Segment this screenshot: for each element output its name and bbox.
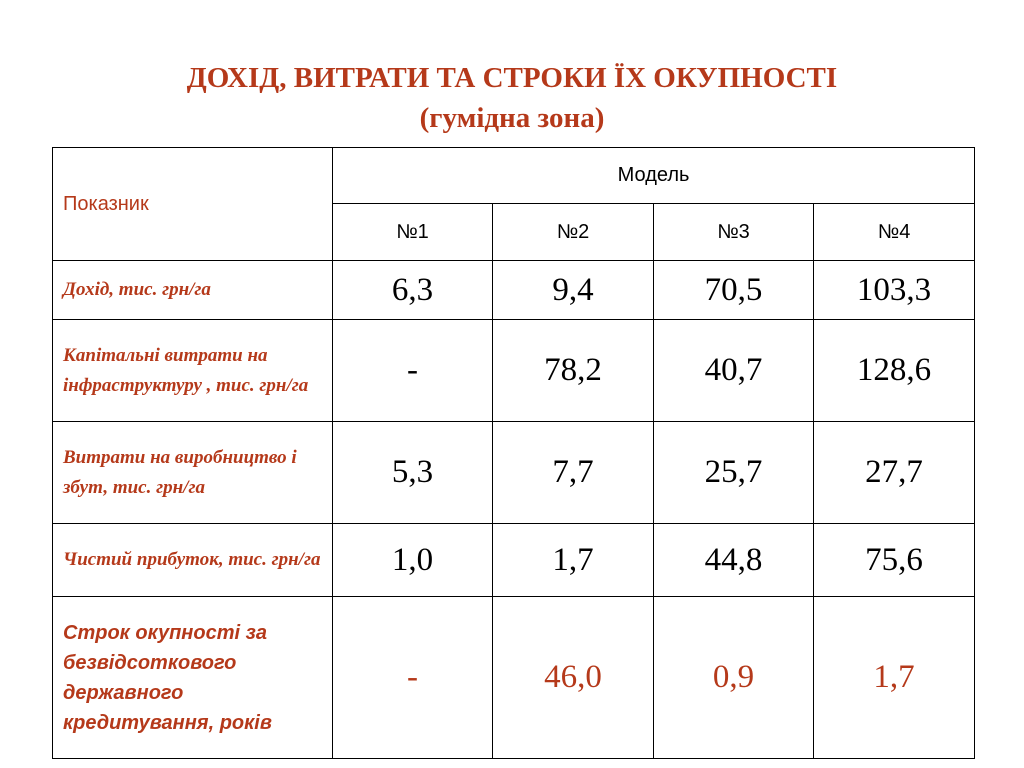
table-row (53, 422, 975, 524)
table-cell: 1,7 (493, 524, 654, 597)
row-label-payback-period: Строк окупності за безвідсоткового державного кредитування, років (53, 597, 333, 759)
table-cell: 78,2 (493, 320, 654, 422)
table-cell: 9,4 (493, 261, 654, 320)
table-cell: - (333, 597, 493, 759)
table-row (53, 261, 975, 320)
table-cell: 1,7 (814, 597, 975, 759)
table-cell: - (333, 320, 493, 422)
table-cell: 70,5 (654, 261, 814, 320)
row-label-production-costs: Витрати на виробництво і збут, тис. грн/га (53, 422, 333, 524)
indicator-header: Показник (53, 148, 333, 261)
table-cell: 27,7 (814, 422, 975, 524)
table-cell: 40,7 (654, 320, 814, 422)
model-2-header: №2 (493, 204, 654, 261)
model-4-header: №4 (814, 204, 975, 261)
table-header-row (53, 148, 975, 204)
table-cell: 0,9 (654, 597, 814, 759)
table-row (53, 597, 975, 759)
table-cell: 5,3 (333, 422, 493, 524)
table-cell: 6,3 (333, 261, 493, 320)
table-row (53, 320, 975, 422)
table-cell: 25,7 (654, 422, 814, 524)
table-cell: 7,7 (493, 422, 654, 524)
table-cell: 46,0 (493, 597, 654, 759)
table-cell: 75,6 (814, 524, 975, 597)
table-cell: 128,6 (814, 320, 975, 422)
model-3-header: №3 (654, 204, 814, 261)
table-cell: 1,0 (333, 524, 493, 597)
title-subtitle: (гумідна зона) (419, 102, 605, 134)
table-row (53, 524, 975, 597)
model-1-header: №1 (333, 204, 493, 261)
row-label-income: Дохід, тис. грн/га (53, 261, 333, 320)
title-line-1: ДОХІД, ВИТРАТИ ТА СТРОКИ ЇХ ОКУПНОСТІ (186, 62, 838, 94)
page-title (0, 58, 1024, 138)
data-table (52, 147, 975, 759)
row-label-net-profit: Чистий прибуток, тис. грн/га (53, 524, 333, 597)
table-cell: 44,8 (654, 524, 814, 597)
model-header: Модель (333, 148, 975, 204)
row-label-capital-costs: Капітальні витрати на інфраструктуру , тис. грн/га (53, 320, 333, 422)
table-cell: 103,3 (814, 261, 975, 320)
